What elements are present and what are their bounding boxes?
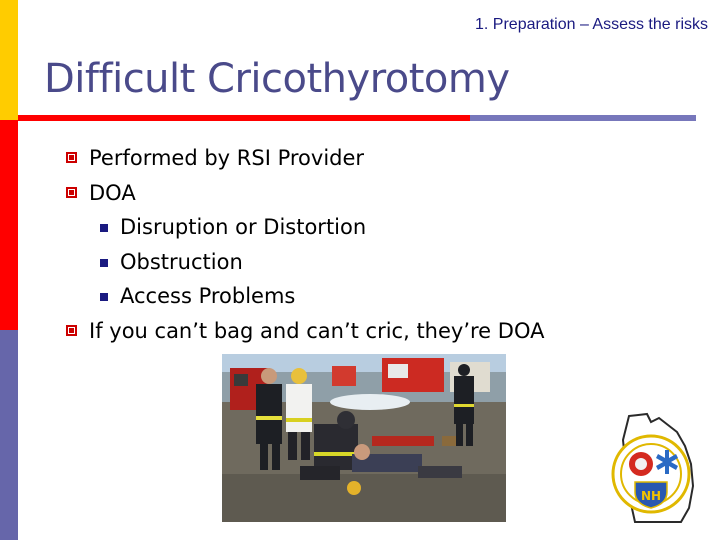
bullet-item: [66, 176, 686, 211]
sub-bullet-text: Disruption or Distortion: [120, 215, 367, 239]
slide-title: Difficult Cricothyrotomy: [44, 56, 510, 102]
small-square-bullet-icon: [100, 293, 108, 301]
square-bullet-icon: [66, 325, 77, 336]
square-bullet-icon: [66, 187, 77, 198]
seal-nh-text: NH: [640, 489, 662, 503]
sub-bullet-text: Obstruction: [120, 249, 243, 274]
sub-bullet-item: [66, 245, 686, 280]
nh-ems-seal: [607, 412, 709, 524]
bullet-text: DOA: [89, 180, 136, 205]
left-stripe-red: [0, 120, 18, 330]
sub-bullet-text: Access Problems: [120, 284, 296, 308]
bullet-list: [66, 141, 686, 348]
title-underline-red: [18, 115, 470, 121]
title-underline-purple: [470, 115, 696, 121]
bullet-text: If you can’t bag and can’t cric, they’re DOA: [89, 318, 545, 343]
section-header: 1. Preparation – Assess the risks: [475, 16, 708, 33]
small-square-bullet-icon: [100, 259, 108, 267]
left-stripe-yellow: [0, 0, 18, 120]
small-square-bullet-icon: [100, 224, 108, 232]
sub-bullet-item: [66, 210, 686, 245]
bullet-text: Performed by RSI Provider: [89, 146, 365, 170]
sub-bullet-item: [66, 279, 686, 314]
rescue-scene-photo: [222, 354, 506, 522]
left-stripe-purple: [0, 330, 18, 540]
bullet-item: [66, 314, 686, 349]
bullet-item: [66, 141, 686, 176]
square-bullet-icon: [66, 152, 77, 163]
